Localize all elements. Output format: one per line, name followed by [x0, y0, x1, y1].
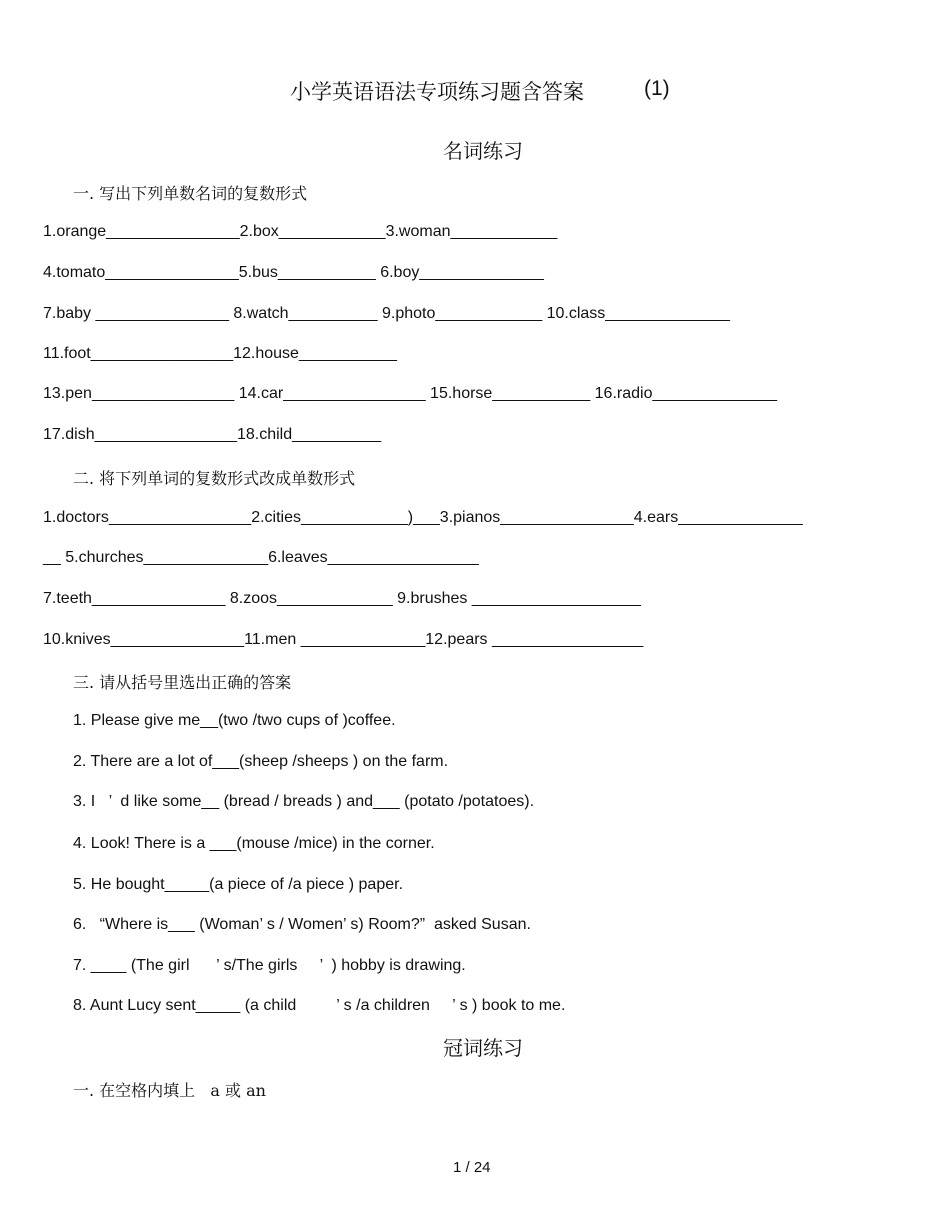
exercise-line: 1.orange_______________2.box____________3.woman____________	[43, 223, 558, 240]
exercise-line: 11.foot________________12.house___________	[43, 345, 397, 362]
heading-nouns: 名词练习	[443, 139, 523, 163]
exercise-line: 2. There are a lot of___(sheep /sheeps ) on the farm.	[73, 753, 449, 770]
section-4-title: 一. 在空格内填上 a 或 an	[73, 1081, 266, 1100]
section-2-title: 二. 将下列单词的复数形式改成单数形式	[73, 469, 356, 488]
exercise-line: 3. I ’ d like some__ (bread / breads ) and___ (potato /potatoes).	[73, 793, 535, 810]
page-title: 小学英语语法专项练习题含答案	[290, 80, 584, 104]
exercise-line: 10.knives_______________11.men ______________12.pears _________________	[43, 631, 644, 648]
exercise-line: 4. Look! There is a ___(mouse /mice) in the corner.	[73, 835, 435, 852]
exercise-line: 1.doctors________________2.cities____________)___3.pianos_______________4.ears______________	[43, 509, 803, 526]
exercise-line: __ 5.churches______________6.leaves_________________	[43, 549, 479, 566]
exercise-line: 8. Aunt Lucy sent_____ (a child ’ s /a children ’ s ) book to me.	[73, 997, 566, 1014]
exercise-line: 5. He bought_____(a piece of /a piece ) paper.	[73, 876, 404, 893]
heading-articles: 冠词练习	[443, 1036, 523, 1060]
exercise-line: 7.teeth_______________ 8.zoos_____________ 9.brushes ___________________	[43, 590, 641, 607]
section-1-title: 一. 写出下列单数名词的复数形式	[73, 184, 308, 203]
exercise-line: 4.tomato_______________5.bus___________ 6.boy______________	[43, 264, 544, 281]
exercise-line: 17.dish________________18.child__________	[43, 426, 382, 443]
page-title-number: (1)	[644, 77, 670, 100]
exercise-line: 6. “Where is___ (Woman’ s / Women’ s) Room?” asked Susan.	[73, 916, 531, 933]
exercise-line: 13.pen________________ 14.car________________ 15.horse___________ 16.radio______________	[43, 385, 778, 402]
page-number: 1 / 24	[453, 1159, 491, 1176]
section-3-title: 三. 请从括号里选出正确的答案	[73, 673, 292, 692]
exercise-line: 7. ____ (The girl ’ s/The girls ’ ) hobby is drawing.	[73, 957, 466, 974]
exercise-line: 7.baby _______________ 8.watch__________ 9.photo____________ 10.class______________	[43, 305, 730, 322]
exercise-line: 1. Please give me__(two /two cups of )coffee.	[73, 712, 396, 729]
